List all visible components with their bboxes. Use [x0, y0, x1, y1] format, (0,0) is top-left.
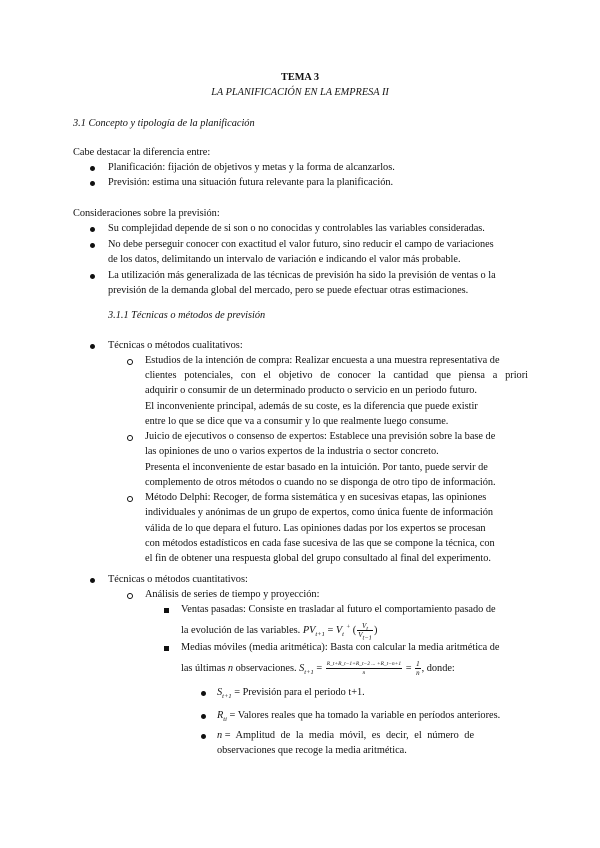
tema-title: TEMA 3	[280, 72, 320, 83]
fraction-ratio: $\frac{V_t}{V_{t-1}}$	[358, 622, 372, 642]
list-item: Previsión: estima una situación futura relevante para la planificación.	[108, 177, 394, 188]
qual-line: Estudios de la intención de compra: Realizar encuesta a una muestra representativa de	[145, 355, 500, 366]
qual-line: complemento de otros métodos o cuando no se disponga de otro tipo de información.	[145, 477, 496, 488]
bullet-icon	[90, 243, 95, 248]
section-3-1-1-title: 3.1.1 Técnicas o métodos de previsión	[108, 310, 266, 321]
qual-line: el fin de obtener una respuesta global del grupo consultado al final del experimento.	[145, 553, 491, 564]
bullet-icon	[90, 274, 95, 279]
qual-line: clientes potenciales, con el objetivo de conocer la cantidad que piensa a priori	[145, 370, 528, 381]
qual-line: Presenta el inconveniente de estar basado en la intuición. Por tanto, puede servir de	[145, 462, 488, 473]
fraction-sum: $\frac{R\_t+R\_t-1+R\_t-2 ... +R\_t-n+1}{n}$	[326, 661, 402, 676]
qualitative-title: Técnicas o métodos cualitativos:	[108, 340, 243, 351]
tema-subtitle: LA PLANIFICACIÓN EN LA EMPRESA II	[211, 87, 389, 98]
quant-line: Medias móviles (media aritmética): Basta con calcular la media aritmética de	[181, 642, 500, 653]
section-3-1-intro: Cabe destacar la diferencia entre:	[73, 147, 211, 158]
bullet-icon	[90, 166, 95, 171]
bullet-icon	[90, 227, 95, 232]
quantitative-title: Técnicas o métodos cuantitativos:	[108, 574, 248, 585]
qual-line: entre lo que se dice que va a consumir y lo que realmente luego consume.	[145, 416, 449, 427]
bullet-icon	[90, 181, 95, 186]
quant-sub: Análisis de series de tiempo y proyección:	[145, 589, 320, 600]
list-item: Su complejidad depende de si son o no conocidas y controlables las variables consideradas.	[108, 223, 485, 234]
qual-line: El inconveniente principal, además de su coste, es la diferencia que puede existir	[145, 401, 478, 412]
circle-bullet-icon	[127, 359, 133, 365]
list-item-cont: previsión de la demanda global del mercado, pero se puede efectuar otras estimaciones.	[108, 285, 469, 296]
circle-bullet-icon	[127, 496, 133, 502]
circle-bullet-icon	[127, 435, 133, 441]
qual-line: Juicio de ejecutivos o consenso de expertos: Establece una previsión sobre la base de	[145, 431, 496, 442]
bullet-icon	[201, 714, 206, 719]
ventas-formula-line: la evolución de las variables. $PV_{t+1} = V_t$ + ( $\frac{V_t}{V_{t-1}}$ )	[181, 622, 378, 642]
qual-line: adquirir o consumir de un determinado producto o servicio en un periodo futuro.	[145, 385, 477, 396]
definition-line: $R_{ti}$ = Valores reales que ha tomado la variable en períodos anteriores.	[217, 710, 501, 724]
qual-line: con métodos estadísticos en cada fase sucesiva de las que se compone la técnica, con	[145, 538, 495, 549]
qual-line: válida de lo que depara el futuro. Las opiniones dadas por los expertos se procesan	[145, 523, 486, 534]
formula-pv: $PV_{t+1}$	[302, 624, 325, 638]
list-item-cont: de los datos, delimitando un intervalo de variación e indicando el valor más probable.	[108, 254, 461, 265]
qual-line: Método Delphi: Recoger, de forma sistemática y en sucesivas etapas, las opiniones	[145, 492, 487, 503]
definition-line: n = Amplitud de la media móvil, es decir, el número de	[217, 730, 475, 741]
list-item: Planificación: fijación de objetivos y metas y la forma de alcanzarlos.	[108, 162, 395, 173]
list-item: No debe perseguir conocer con exactitud el valor futuro, sino reducir el campo de variaciones	[108, 239, 494, 250]
fraction-one-over-n: $\frac{1}{n}$	[416, 660, 420, 677]
considerations-intro: Consideraciones sobre la previsión:	[73, 208, 220, 219]
qual-line: las opiniones de uno o varios expertos de la industria o sector concreto.	[145, 446, 439, 457]
list-item: La utilización más generalizada de las técnicas de previsión ha sido la previsión de ventas o la	[108, 270, 496, 281]
square-bullet-icon	[164, 646, 169, 651]
circle-bullet-icon	[127, 593, 133, 599]
bullet-icon	[201, 734, 206, 739]
bullet-icon	[201, 691, 206, 696]
formula-s: $S_{t+1}$	[299, 662, 314, 676]
quant-line: Ventas pasadas: Consiste en trasladar al futuro el comportamiento pasado de	[181, 604, 496, 615]
bullet-icon	[90, 344, 95, 349]
section-3-1-title: 3.1 Concepto y tipología de la planificación	[73, 118, 255, 129]
definition-line-cont: observaciones que recoge la media aritmética.	[217, 745, 407, 756]
definition-line: $S_{t+1}$ = Previsión para el periodo t+1.	[217, 687, 365, 701]
medias-formula-line: las últimas n observaciones. $S_{t+1}$ = $\frac{R\_t+R\_t-1+R\_t-2 ... +R\_t-n+1}{n}$ = $\frac{1}{n}$ , donde:	[181, 660, 455, 677]
square-bullet-icon	[164, 608, 169, 613]
bullet-icon	[90, 578, 95, 583]
qual-line: individuales y anónimas de un grupo de expertos, como única fuente de información	[145, 507, 493, 518]
